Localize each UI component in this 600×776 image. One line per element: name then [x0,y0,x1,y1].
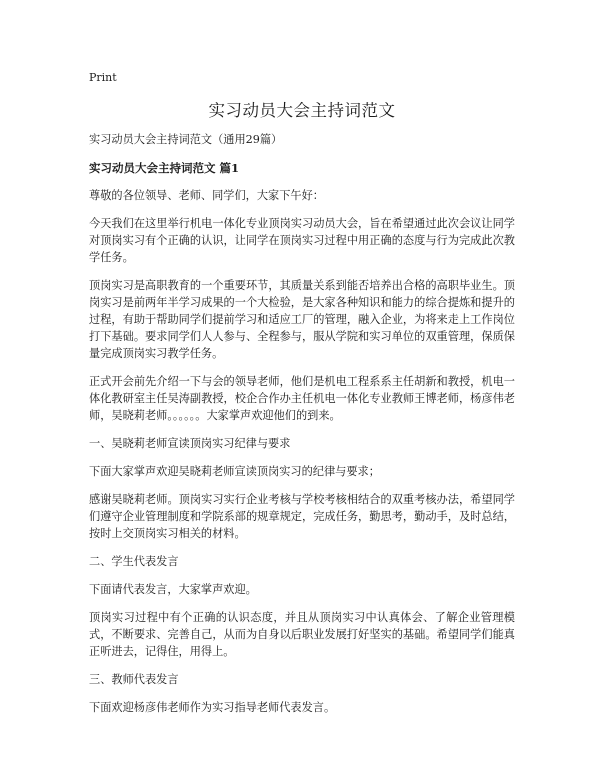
subheading: 一、吴晓莉老师宣读顶岗实习纪律与要求 [89,437,291,450]
paragraph: 下面请代表发言，大家掌声欢迎。 [89,583,257,596]
paragraph: 顶岗实习是高职教育的一个重要环节，其质量关系到能否培养出合格的高职毕业生。顶岗实习是前两年半学习成果的一个大检验，是大家各种知识和能力的综合提炼和提升的过程，有助于帮助同学们提前学习和适应工厂的管理，融入企业，为将来走上工作岗位打下基础。要求同学们人人参与、全程参与，服从学院和实习单位的双重管理，保质保量完成顶岗实习教学任务。 [89,279,515,360]
paragraph: 感谢吴晓莉老师。顶岗实习实行企业考核与学校考核相结合的双重考核办法，希望同学们遵守企业管理制度和学院系部的规章规定，完成任务，勤思考，勤动手，及时总结，按时上交顶岗实习相关的材料。 [89,493,515,540]
subheading: 二、学生代表发言 [89,555,179,568]
paragraph: 今天我们在这里举行机电一体化专业顶岗实习动员大会，旨在希望通过此次会议让同学对顶岗实习有个正确的认识，让同学在顶岗实习过程中用正确的态度与行为完成此次教学任务。 [89,217,515,264]
subheading: 三、教师代表发言 [89,673,179,686]
paragraph: 下面欢迎杨彦伟老师作为实习指导老师代表发言。 [89,701,336,714]
paragraph: 顶岗实习过程中有个正确的认识态度，并且从顶岗实习中认真体会、了解企业管理模式，不断要求、完善自己，从而为自身以后职业发展打好坚实的基础。希望同学们能真正听进去，记得住，用得上。 [89,611,515,658]
document-subtitle: 实习动员大会主持词范文（通用29篇） [89,133,283,146]
paragraph: 正式开会前先介绍一下与会的领导老师，他们是机电工程系系主任胡新和教授，机电一体化教研室主任吴涛副教授，校企合作办主任机电一体化专业教师王博老师，杨彦伟老师，吴晓莉老师。。。。。。大家掌声欢迎他们的到来。 [89,375,515,422]
paragraph: 尊敬的各位领导、老师、同学们，大家下午好： [89,189,324,202]
document-page [89,66,515,727]
paragraph: 下面大家掌声欢迎吴晓莉老师宣读顶岗实习的纪律与要求； [89,465,380,478]
print-link[interactable]: Print [89,71,117,84]
section-heading: 实习动员大会主持词范文 篇1 [89,161,240,175]
document-title: 实习动员大会主持词范文 [208,101,396,120]
